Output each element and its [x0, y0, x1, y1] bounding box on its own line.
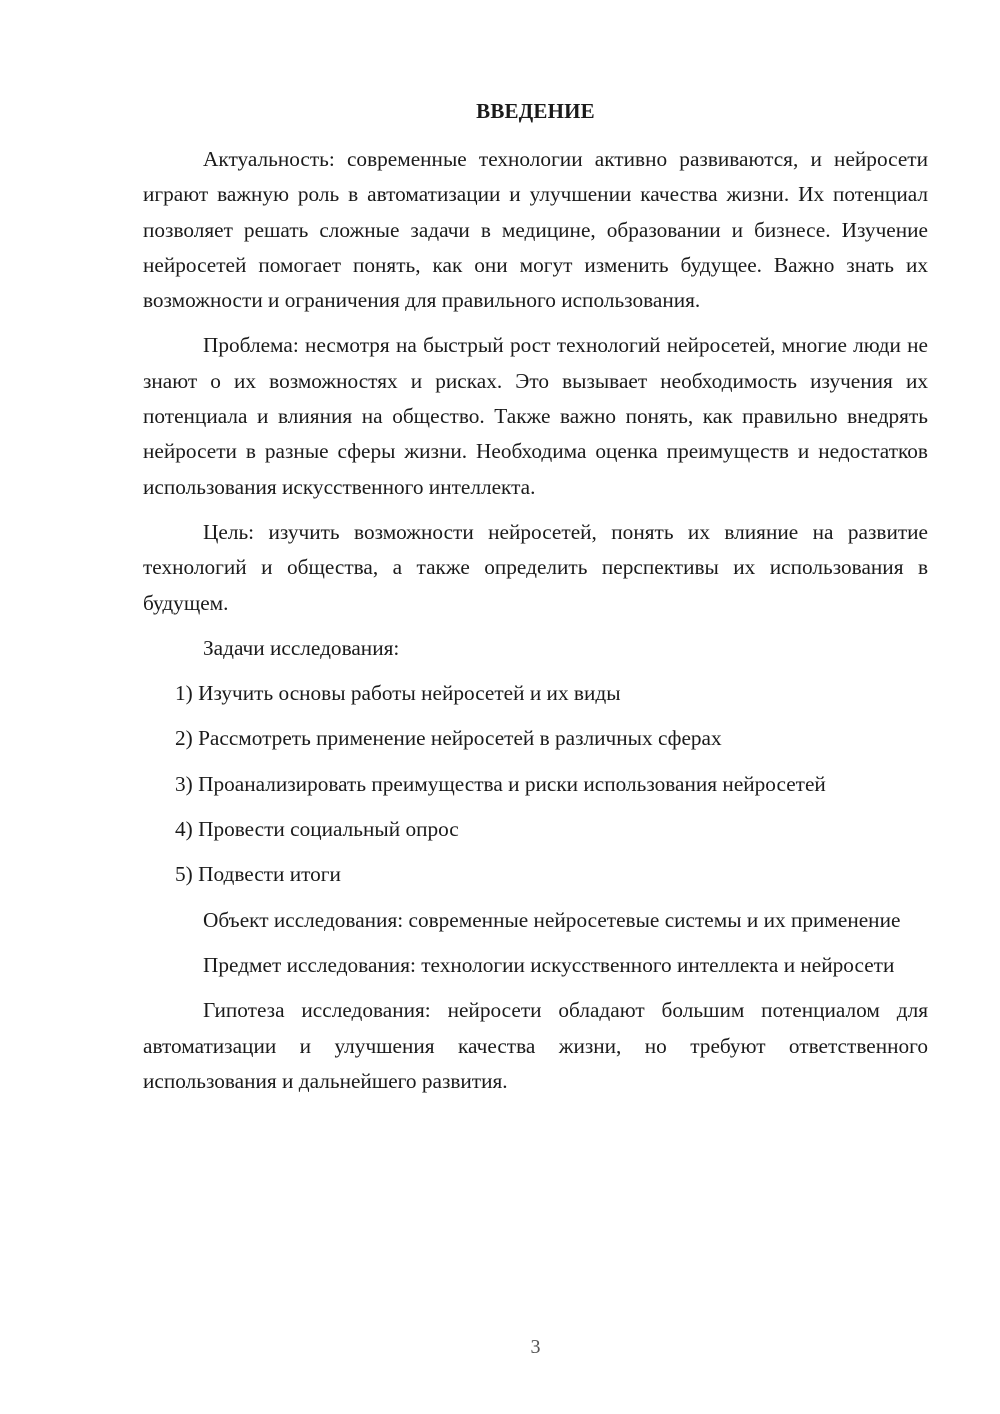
list-item-task-4: 4) Провести социальный опрос: [175, 817, 459, 842]
paragraph-hypothesis: Гипотеза исследования: нейросети обладают большим потенциалом для автоматизации и улучшения качества жизни, но требуют ответственного использования и дальнейшего развития.: [143, 998, 928, 1093]
list-item-task-1: 1) Изучить основы работы нейросетей и их виды: [175, 681, 621, 706]
paragraph-object: Объект исследования: современные нейросетевые системы и их применение: [203, 907, 901, 932]
paragraph-subject: Предмет исследования: технологии искусственного интеллекта и нейросети: [203, 952, 895, 977]
document-page: [143, 0, 928, 1414]
paragraph-tasks-heading: Задачи исследования:: [203, 635, 400, 660]
paragraph-relevance: Актуальность: современные технологии активно развиваются, и нейросети играют важную роль в автоматизации и улучшении качества жизни. Их потенциал позволяет решать сложные задачи в медицине, образовании и бизнесе. Изучение нейросетей помогает понять, как они могут изменить будущее. Важно знать их возможности и ограничения для правильного использования.: [143, 147, 928, 313]
list-item-task-5: 5) Подвести итоги: [175, 862, 341, 887]
page-number: 3: [530, 1336, 541, 1358]
list-item-task-3: 3) Проанализировать преимущества и риски использования нейросетей: [175, 771, 826, 796]
paragraph-goal: Цель: изучить возможности нейросетей, понять их влияние на развитие технологий и общества, а также определить перспективы их использования в будущем.: [143, 519, 928, 615]
document-body: [143, 142, 928, 1109]
paragraph-problem: Проблема: несмотря на быстрый рост технологий нейросетей, многие люди не знают о их возможностях и рисках. Это вызывает необходимость изучения их потенциала и влияния на общество. Также важно понять, как правильно внедрять нейросети в разные сферы жизни. Необходима оценка преимуществ и недостатков использования искусственного интеллекта.: [143, 333, 928, 499]
section-title: ВВЕДЕНИЕ: [476, 99, 595, 123]
list-item-task-2: 2) Рассмотреть применение нейросетей в различных сферах: [175, 726, 722, 751]
